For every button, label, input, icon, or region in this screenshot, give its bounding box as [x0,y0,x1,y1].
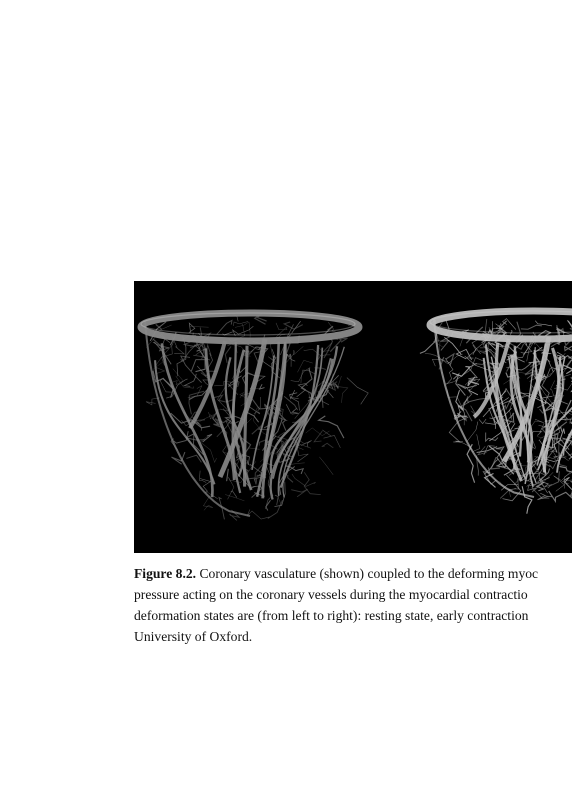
caption-line-2: pressure acting on the coronary vessels during the myocardial contractio [134,587,528,602]
caption-text-1: Coronary vasculature (shown) coupled to the deforming myoc [196,566,539,581]
figure-label: Figure 8.2. [134,566,197,581]
figure-image-coronary-vasculature [134,281,572,553]
caption-line-4: University of Oxford. [134,629,253,644]
caption-line-1 [134,563,572,584]
vasculature-rendering [134,281,572,553]
figure-caption [134,563,572,647]
caption-line-3: deformation states are (from left to right): resting state, early contraction [134,608,529,623]
